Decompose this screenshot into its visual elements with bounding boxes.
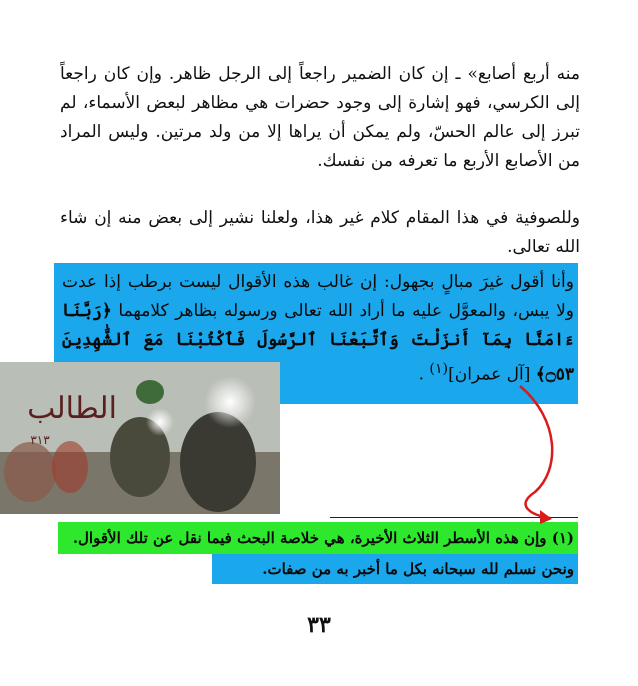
figure-light <box>204 376 256 428</box>
page-number: ٣٣ <box>307 612 331 638</box>
footnote-reference: (١) <box>429 361 449 377</box>
paragraph-2: وللصوفية في هذا المقام كلام غير هذا، ولعلنا نشير إلى بعض منه إن شاء الله تعالى. <box>60 208 580 257</box>
footnote-line-2: ونحن نسلم لله سبحانه بكل ما أخبر به من صفات. <box>262 560 574 578</box>
footnote-text-1: وإن هذه الأسطر الثلاث الأخيرة، هي خلاصة البحث فيما نقل عن تلك الأقوال. <box>72 529 547 547</box>
figure-turban <box>136 380 164 404</box>
inset-photo <box>0 362 280 514</box>
photo-scene <box>0 362 280 514</box>
paragraph-1: منه أربع أصابع» ـ إن كان الضمير راجعاً إلى الرجل ظاهر. وإن كان راجعاً إلى الكرسي، فهو إشارة إلى وجود حضرات هي مظاهر لبعض الأسماء، لم تبرز إلى عالم الحسّ، ولم يمكن أن يراها إلا من ولد مرتين. وليس المراد من الأصابع الأربع ما تعرفه من نفسك. <box>60 64 580 171</box>
paragraph-3-intro: وأنا أقول غيرَ مبالٍ بجهول: إن غالب هذه الأقوال ليست برطب إذا عدت ولا يبس، والمعوَّل عليه ما أراد الله تعالى ورسوله بظاهر كلامهما <box>62 272 574 321</box>
quran-verse: ﴿رَبَّنَا ءَامَنَّا بِمَآ أَنزَلْتَ وَٱتَّبَعْنَا ٱلرَّسُولَ فَٱكْتُبْنَا مَعَ ٱلشَّٰهِدِينَ ۝٥٣﴾ <box>62 301 574 385</box>
paragraph-3-end: . <box>418 364 424 385</box>
arrow-curve <box>520 386 552 518</box>
footnote-line-1 <box>62 522 574 554</box>
verse-reference: [آل عمران] <box>448 364 531 385</box>
figure-right <box>180 412 256 512</box>
figure-light-2 <box>146 408 174 436</box>
photo-logo-text: الطالب <box>27 391 117 426</box>
footnote-separator <box>330 517 578 518</box>
figure-left-2 <box>52 441 88 493</box>
photo-logo-number: ٣١٣ <box>30 433 50 447</box>
footnote-marker: (١) <box>551 529 574 547</box>
figure-left <box>4 442 56 502</box>
